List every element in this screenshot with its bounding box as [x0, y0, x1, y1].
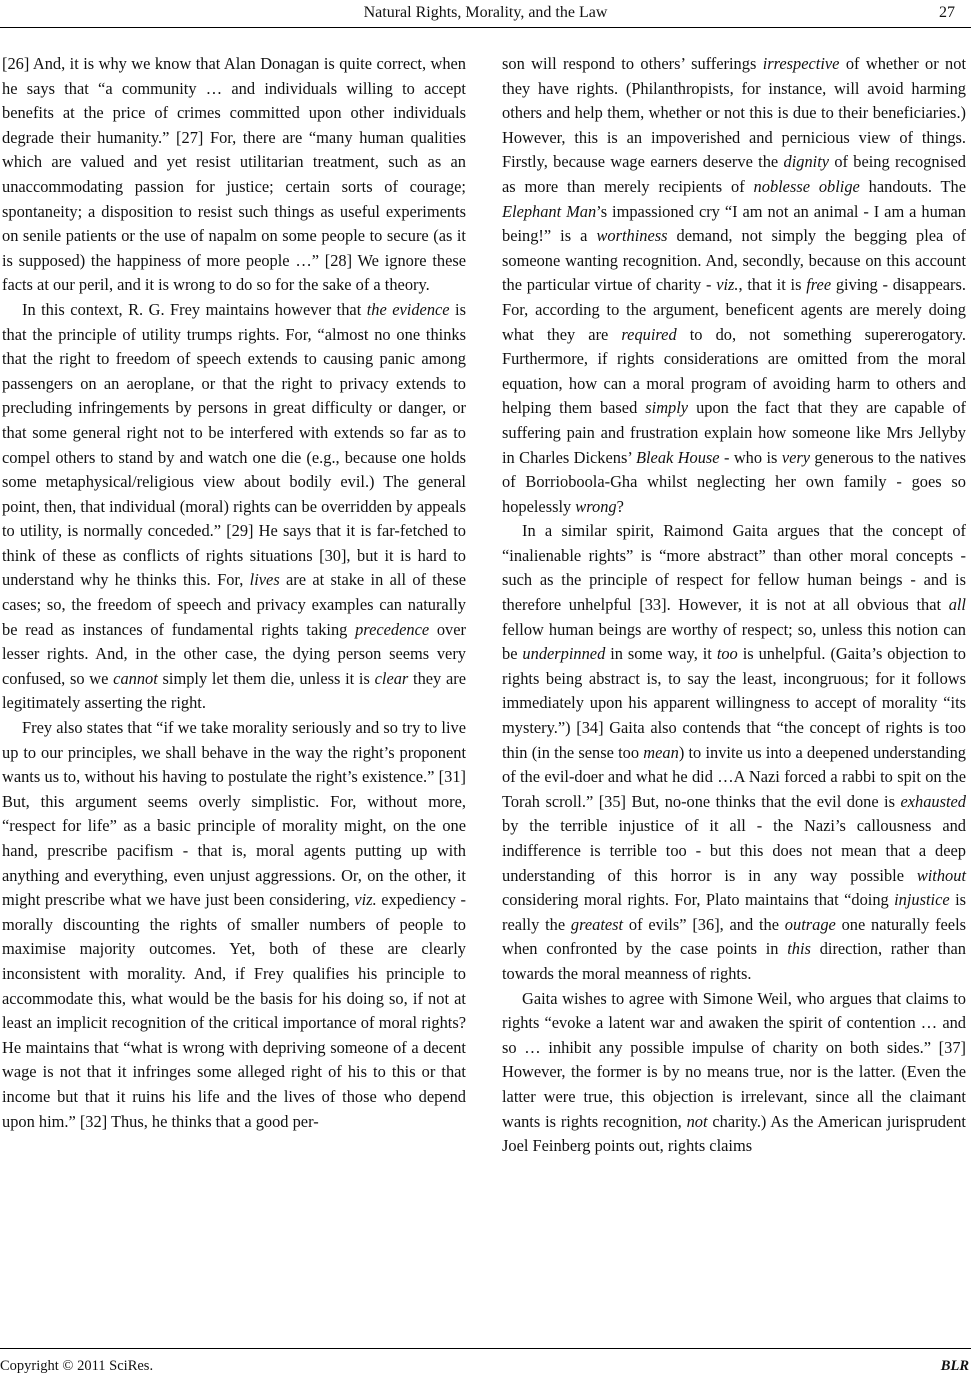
italic-text-run: not — [686, 1111, 708, 1131]
italic-text-run: without — [916, 865, 966, 885]
text-run: expediency - morally discounting the rights of smaller numbers of people to maximise majority outcomes. Yet, both of these are clearly inconsistent with morality. And, if Frey qualifies his principle to accommodate this, what would be the basis for his doing so, if not at least an implicit recognition of the critical importance of moral rights? He maintains that “what is wrong with depriving someone of a decent wage is not that it infringes some alleged right of his to this or that income but that it ruins his life and the lives of those who depend upon him.” [32] Thus, he thinks that a good per- — [2, 890, 466, 1131]
italic-text-run: required — [621, 324, 677, 344]
text-run: Frey also states that “if we take morality seriously and so try to live up to our principles, we shall behave in the way the right’s proponent wants us to, without his having to postulate the right’s existence.” [31] But, this argument seems overly simplistic. For, without more, “respect for life” as a basic principle of morality might, on the one hand, prescribe pacifism - that is, moral agents putting up with anything and everything, even unjust aggressions. Or, on the other, it might prescribe what we have just been considering, — [2, 718, 466, 910]
footer-rule — [0, 1348, 971, 1349]
text-run: giving - disappears. For, according to the argument, beneficent agents are merely doing what they are — [502, 275, 966, 344]
text-run: In this context, R. G. Frey maintains however that — [22, 299, 367, 319]
italic-text-run: all — [948, 595, 966, 615]
text-run: by the terrible injustice of it all - the Nazi’s callousness and indifference is terrible too - but this does not mean that a deep understanding of this horror is in any way possible — [502, 816, 966, 885]
italic-text-run: worthiness — [596, 226, 668, 246]
text-run: ) to invite us into a deepened understanding of the evil-doer and what he did …A Nazi forced a rabbi to spit on the Torah scroll.” [35] But, no-one thinks that the evil done is — [502, 742, 966, 811]
italic-text-run: dignity — [783, 152, 830, 172]
text-run: direction, rather than towards the moral meanness of rights. — [502, 939, 966, 983]
italic-text-run: cannot — [113, 668, 158, 688]
italic-text-run: simply — [645, 398, 689, 418]
text-run: is really the — [502, 890, 966, 934]
italic-text-run: precedence — [355, 619, 430, 639]
italic-text-run: viz. — [716, 275, 739, 295]
text-run: they are legitimately asserting the right. — [2, 668, 466, 713]
italic-text-run: this — [787, 939, 811, 959]
text-run: upon the fact that they are capable of suffering pain and frustration explain how someone like Mrs Jellyby in Charles Dickens’ — [502, 398, 966, 467]
text-run: fellow human beings are worthy of respect; so, unless this notion can be — [502, 619, 966, 664]
header-rule — [0, 27, 971, 28]
italic-text-run: noblesse oblige — [753, 176, 860, 196]
body-paragraph — [502, 52, 966, 519]
copyright-notice: Copyright © 2011 SciRes. — [0, 1358, 154, 1374]
text-run: [26] And, it is why we know that Alan Donagan is quite correct, when he says that “a community … and individuals willing to accept benefits at the price of crimes committed upon other individuals degrade their humanity.” [27] For, there are “many human qualities which are valued and yet resist utilitarian treatment, such as an unaccommodating passion for justice; certain sorts of courage; spontaneity; a disposition to resist such things as useful experiments on senile patients or the use of napalm on some people to secure (as it is supposed) the happiness of more people …” [28] We ignore these facts at our peril, and it is wrong to do so for the sake of a theory. — [2, 54, 466, 295]
text-run: of evils” [36], and the — [623, 914, 785, 934]
italic-text-run: greatest — [570, 914, 624, 934]
italic-text-run: viz. — [354, 890, 377, 910]
body-paragraph — [502, 519, 966, 986]
text-run: , that it is — [738, 275, 807, 295]
text-run: over lesser rights. And, in the other case, the dying person seems very confused, so we — [2, 619, 466, 688]
journal-abbreviation: BLR — [940, 1358, 969, 1374]
text-run: of whether or not they have rights. (Philanthropists, for instance, will avoid harming others and help them, whether or not this is due to their beneficiaries.) However, this is an impoverished and pernicious view of things. Firstly, because wage earners deserve the — [502, 54, 967, 172]
text-run: ’s impassioned cry “I am not an animal - I am a human being!” is a — [502, 201, 966, 246]
italic-text-run: irrespective — [762, 54, 840, 73]
text-run: charity.) As the American jurisprudent Joel Feinberg points out, rights claims — [502, 1111, 966, 1156]
text-run: In a similar spirit, Raimond Gaita argues that the concept of “inalienable rights” is “more abstract” than other moral concepts - such as the principle of respect for fellow human beings - and is therefore unhelpful [33]. However, it is not at all obvious that — [502, 521, 966, 615]
text-run: generous to the natives of Borrioboola-Gha whilst neglecting her own family - goes so hopelessly — [502, 447, 967, 516]
text-run: are at stake in all of these cases; so, the freedom of speech and privacy examples can naturally be read as instances of fundamental rights taking — [2, 570, 466, 639]
italic-text-run: mean — [643, 742, 679, 762]
text-run: is unhelpful. (Gaita’s objection to rights being abstract is, to say the least, incongruous; for it follows immediately upon his apparent willingness to accept of morality “its mystery.”) [34] Gaita also contends that “the concept of rights is too thin (in the sense too — [502, 644, 966, 762]
italic-text-run: outrage — [784, 914, 836, 934]
page-footer — [0, 1346, 971, 1386]
text-run: Gaita wishes to agree with Simone Weil, who argues that claims to rights “evoke a latent war and awaken the spirit of contention … and so … inhibit any possible impulse of charity on both sides.” [37] However, the former is by no means true, nor is the latter. (Even the latter were true, this objection is irrelevant, since all the claimant wants is rights recognition, — [502, 988, 966, 1131]
text-run: simply let them die, unless it is — [157, 668, 375, 688]
body-paragraph — [2, 298, 466, 716]
text-run: is that the principle of utility trumps rights. For, “almost no one thinks that the right to freedom of speech extends to causing panic among passengers on an aeroplane, or that the right to privacy extends to precluding infringements by persons in great difficulty or danger, or that some general right not to be interfered with extends so far as to compel others to stand by and watch one die (e.g., because one holds some metaphysical/religious view about bodily evil.) The general point, then, that individual (moral) rights can be overridden by appeals to utility, is normally conceded.” [29] He says that it is far-fetched to think of these as conflicts of rights situations [30], but it is hard to understand why he thinks this. For, — [2, 299, 466, 590]
italic-text-run: very — [781, 447, 811, 467]
italic-text-run: wrong — [575, 496, 617, 516]
body-paragraph — [502, 987, 966, 1159]
body-paragraph — [2, 716, 466, 1134]
left-column — [2, 52, 466, 1134]
body-paragraph — [2, 52, 466, 298]
text-run: to do, not something supererogatory. Furthermore, if rights considerations are omitted from the moral equation, how can a moral program of avoiding harm to others and helping them based — [502, 324, 966, 418]
italic-text-run: Bleak House — [635, 447, 720, 467]
italic-text-run: clear — [374, 668, 409, 688]
italic-text-run: the evidence — [366, 299, 450, 319]
italic-text-run: injustice — [894, 890, 950, 910]
right-column — [502, 52, 966, 1159]
italic-text-run: exhausted — [900, 791, 966, 811]
text-run: considering moral rights. For, Plato maintains that “doing — [502, 890, 895, 910]
text-run: handouts. The — [859, 176, 967, 196]
italic-text-run: underpinned — [522, 644, 606, 664]
text-run: ? — [616, 496, 624, 516]
running-title: Natural Rights, Morality, and the Law — [363, 4, 608, 21]
page-number: 27 — [939, 4, 955, 21]
italic-text-run: Elephant Man — [502, 201, 597, 221]
italic-text-run: free — [806, 275, 832, 295]
italic-text-run: lives — [249, 570, 280, 590]
text-run: son will respond to others’ sufferings — [502, 54, 763, 73]
italic-text-run: too — [716, 644, 738, 664]
text-run: of being recognised as more than merely recipients of — [502, 152, 966, 196]
running-header — [0, 0, 971, 26]
text-run: one naturally feels when confronted by the case points in — [502, 914, 967, 959]
text-run: in some way, it — [605, 644, 717, 664]
text-run: demand, not simply the begging plea of someone wanting recognition. And, secondly, because on this account the particular virtue of charity - — [502, 226, 966, 295]
text-run: - who is — [719, 447, 782, 467]
